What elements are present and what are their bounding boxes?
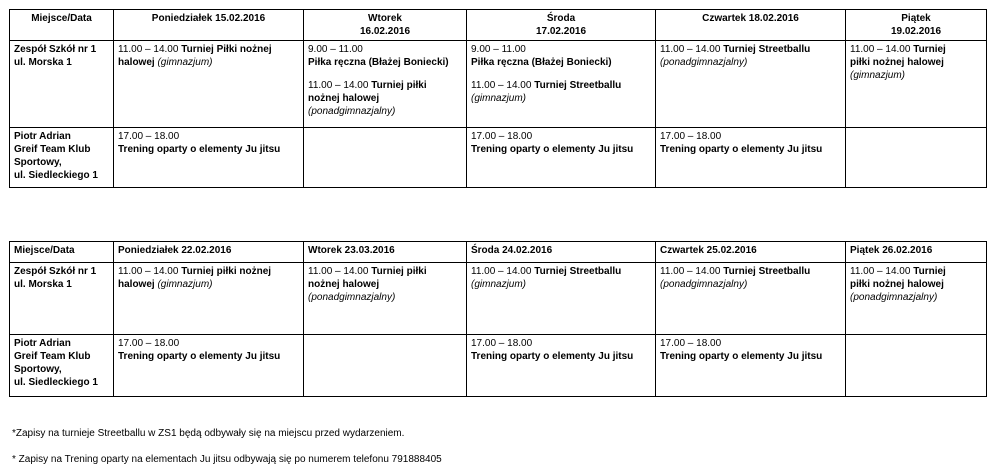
table-row: [10, 128, 987, 188]
table-row: [10, 335, 987, 397]
event-cell: 9.00 – 11.00 Piłka ręczna (Błażej Boniecki) 11.00 – 14.00 Turniej piłki nożnej halowej (ponadgimnazjalny): [304, 41, 467, 128]
header-monday: Poniedziałek 15.02.2016: [114, 10, 304, 41]
event-cell: 17.00 – 18.00 Trening oparty o elementy Ju jitsu: [114, 335, 304, 397]
event-cell: 17.00 – 18.00 Trening oparty o elementy Ju jitsu: [467, 335, 656, 397]
header-row: [10, 242, 987, 263]
location-greif: Piotr Adrian Greif Team Klub Sportowy, ul. Siedleckiego 1: [10, 335, 114, 397]
header-place: Miejsce/Data: [10, 10, 114, 41]
event-cell: 11.00 – 14.00 Turniej Streetballu (gimnazjum): [467, 263, 656, 335]
event-cell: 11.00 – 14.00 Turniej Streetballu (ponadgimnazjalny): [656, 41, 846, 128]
header-thursday: Czwartek 25.02.2016: [656, 242, 846, 263]
header-wednesday: Środa 24.02.2016: [467, 242, 656, 263]
header-place: Miejsce/Data: [10, 242, 114, 263]
location-zs1: Zespół Szkół nr 1 ul. Morska 1: [10, 263, 114, 335]
empty-cell: [846, 128, 987, 188]
event-cell: 17.00 – 18.00 Trening oparty o elementy Ju jitsu: [656, 335, 846, 397]
header-thursday: Czwartek 18.02.2016: [656, 10, 846, 41]
empty-cell: [846, 335, 987, 397]
header-monday: Poniedziałek 22.02.2016: [114, 242, 304, 263]
header-friday: Piątek 26.02.2016: [846, 242, 987, 263]
header-friday: Piątek 19.02.2016: [846, 10, 987, 41]
event-cell: 17.00 – 18.00 Trening oparty o elementy Ju jitsu: [656, 128, 846, 188]
event-cell: 11.00 – 14.00 Turniej piłki nożnej halowej (gimnazjum): [846, 41, 987, 128]
event-cell: 11.00 – 14.00 Turniej Streetballu (ponadgimnazjalny): [656, 263, 846, 335]
schedule-table-week1: [9, 9, 987, 188]
empty-cell: [304, 335, 467, 397]
location-zs1: Zespół Szkół nr 1 ul. Morska 1: [10, 41, 114, 128]
note-jujitsu: * Zapisy na Trening oparty na elementach Ju jitsu odbywają się po numerem telefonu 791888405: [12, 454, 442, 465]
table-row: [10, 41, 987, 128]
location-greif: Piotr Adrian Greif Team Klub Sportowy, ul. Siedleckiego 1: [10, 128, 114, 188]
event-cell: 11.00 – 14.00 Turniej piłki nożnej halowej (ponadgimnazjalny): [846, 263, 987, 335]
header-tuesday: Wtorek 16.02.2016: [304, 10, 467, 41]
table-row: [10, 263, 987, 335]
event-cell: 11.00 – 14.00 Turniej piłki nożnej halowej (ponadgimnazjalny): [304, 263, 467, 335]
note-streetball: *Zapisy na turnieje Streetballu w ZS1 będą odbywały się na miejscu przed wydarzeniem.: [12, 428, 405, 439]
event-cell: 11.00 – 14.00 Turniej piłki nożnej halowej (gimnazjum): [114, 263, 304, 335]
header-tuesday: Wtorek 23.03.2016: [304, 242, 467, 263]
event-cell: 17.00 – 18.00 Trening oparty o elementy Ju jitsu: [114, 128, 304, 188]
header-row: [10, 10, 987, 41]
empty-cell: [304, 128, 467, 188]
event-cell: 17.00 – 18.00 Trening oparty o elementy Ju jitsu: [467, 128, 656, 188]
header-wednesday: Środa 17.02.2016: [467, 10, 656, 41]
schedule-table-week2: [9, 241, 987, 397]
event-cell: 9.00 – 11.00 Piłka ręczna (Błażej Boniecki) 11.00 – 14.00 Turniej Streetballu (gimnazjum): [467, 41, 656, 128]
event-cell: 11.00 – 14.00 Turniej Piłki nożnej halowej (gimnazjum): [114, 41, 304, 128]
